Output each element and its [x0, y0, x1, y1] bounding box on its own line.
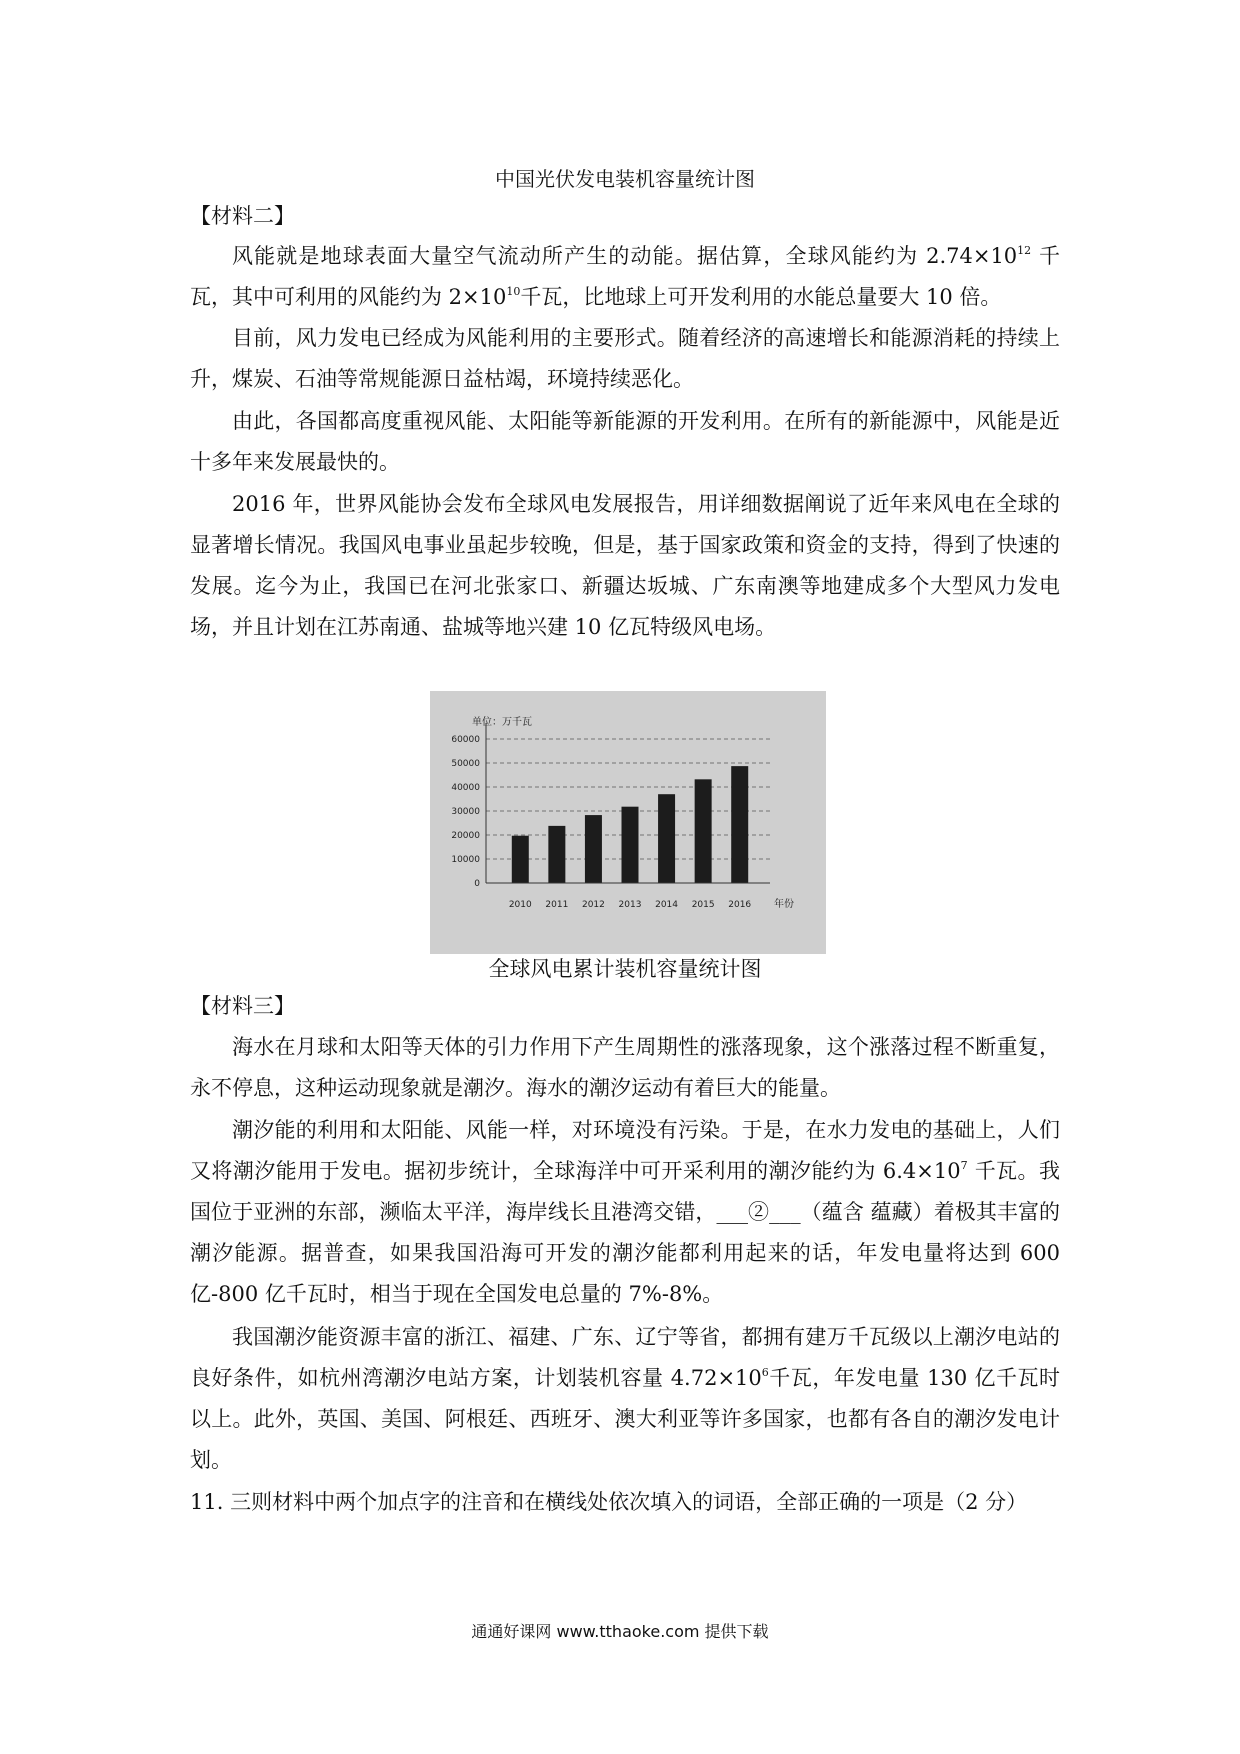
chart-y-tick-label: 10000: [451, 855, 480, 865]
chart-x-tick-label: 2013: [618, 900, 642, 910]
material-two-paragraph-2: 目前，风力发电已经成为风能利用的主要形式。随着经济的高速增长和能源消耗的持续上升，煤炭、石油等常规能源日益枯竭，环境持续恶化。: [190, 326, 1060, 391]
chart-bar-2014: [658, 794, 675, 883]
chart-bars: [512, 766, 748, 883]
chart-y-tick-label: 0: [474, 879, 480, 889]
chart-bar-2011: [548, 826, 565, 883]
photovoltaic-chart-caption: 中国光伏发电装机容量统计图: [495, 167, 755, 191]
material-two-heading: 【材料二】: [190, 204, 295, 228]
chart-y-ticks: [451, 735, 480, 889]
chart-bar-2015: [695, 779, 712, 883]
wind-capacity-chart: [430, 691, 826, 954]
chart-y-tick-label: 60000: [451, 735, 480, 745]
chart-y-tick-label: 50000: [451, 759, 480, 769]
material-three-paragraph-2: 潮汐能的利用和太阳能、风能一样，对环境没有污染。于是，在水力发电的基础上，人们又将潮汐能用于发电。据初步统计，全球海洋中可开采利用的潮汐能约为 $6.4\times 10^7$ 千瓦。我国位于亚洲的东部，濒临太平洋，海岸线长且港湾交错，___②___（蕴含 蕴藏）着极其丰富的潮汐能源。据普查，如果我国沿海可开发的潮汐能都利用起来的话，年发电量将达到 600 亿-800 亿千瓦时，相当于现在全国发电总量的 7%-8%。: [190, 1118, 1061, 1306]
chart-bar-2012: [585, 815, 602, 883]
material-two-paragraph-1: 风能就是地球表面大量空气流动所产生的动能。据估算，全球风能约为 $2.74\times 10^{12}$ 千瓦，其中可利用的风能约为 $2\times 10^{10}$千瓦，比地球上可开发利用的水能总量要大 10 倍。: [190, 244, 1060, 309]
chart-bar-2010: [512, 836, 529, 883]
material-two-paragraph-4: 2016 年，世界风能协会发布全球风电发展报告，用详细数据阐说了近年来风电在全球的显著增长情况。我国风电事业虽起步较晚，但是，基于国家政策和资金的支持，得到了快速的发展。迄今为止，我国已在河北张家口、新疆达坂城、广东南澳等地建成多个大型风力发电场，并且计划在江苏南通、盐城等地兴建 10 亿瓦特级风电场。: [190, 492, 1060, 639]
question-11: 11. 三则材料中两个加点字的注音和在横线处依次填入的词语，全部正确的一项是（2 分）: [190, 1490, 1028, 1514]
chart-x-tick-label: 2016: [728, 900, 752, 910]
chart-x-tick-label: 2012: [581, 900, 605, 910]
chart-bar-2013: [622, 807, 639, 883]
chart-unit-label: 单位：万千瓦: [472, 717, 532, 728]
chart-x-tick-label: 2014: [655, 900, 679, 910]
material-three-heading: 【材料三】: [190, 994, 295, 1018]
material-three-paragraph-3: 我国潮汐能资源丰富的浙江、福建、广东、辽宁等省，都拥有建万千瓦级以上潮汐电站的良好条件，如杭州湾潮汐电站方案，计划装机容量 $4.72\times 10^6$千瓦，年发电量 130 亿千瓦时以上。此外，英国、美国、阿根廷、西班牙、澳大利亚等许多国家，也都有各自的潮汐发电计划。: [190, 1325, 1061, 1472]
chart-x-tick-label: 2011: [545, 900, 569, 910]
material-two-paragraph-3: 由此，各国都高度重视风能、太阳能等新能源的开发利用。在所有的新能源中，风能是近十多年来发展最快的。: [190, 409, 1060, 474]
chart-x-tick-label: 2010: [508, 900, 532, 910]
wind-chart-caption: 全球风电累计装机容量统计图: [488, 957, 762, 981]
fill-in-blank-2: ___②___: [716, 1200, 801, 1224]
chart-y-tick-label: 40000: [451, 783, 480, 793]
chart-y-tick-label: 30000: [451, 807, 480, 817]
chart-x-tick-label: 2015: [691, 900, 715, 910]
chart-y-tick-label: 20000: [451, 831, 480, 841]
wind-capacity-chart-svg: [430, 691, 826, 954]
material-three-paragraph-1: 海水在月球和太阳等天体的引力作用下产生周期性的涨落现象，这个涨落过程不断重复，永不停息，这种运动现象就是潮汐。海水的潮汐运动有着巨大的能量。: [190, 1035, 1060, 1100]
chart-x-label: 年份: [774, 899, 794, 910]
chart-bar-2016: [731, 766, 748, 883]
page-footer: 通通好课网 www.tthaoke.com 提供下载: [471, 1622, 769, 1641]
chart-x-ticks: [509, 900, 752, 910]
